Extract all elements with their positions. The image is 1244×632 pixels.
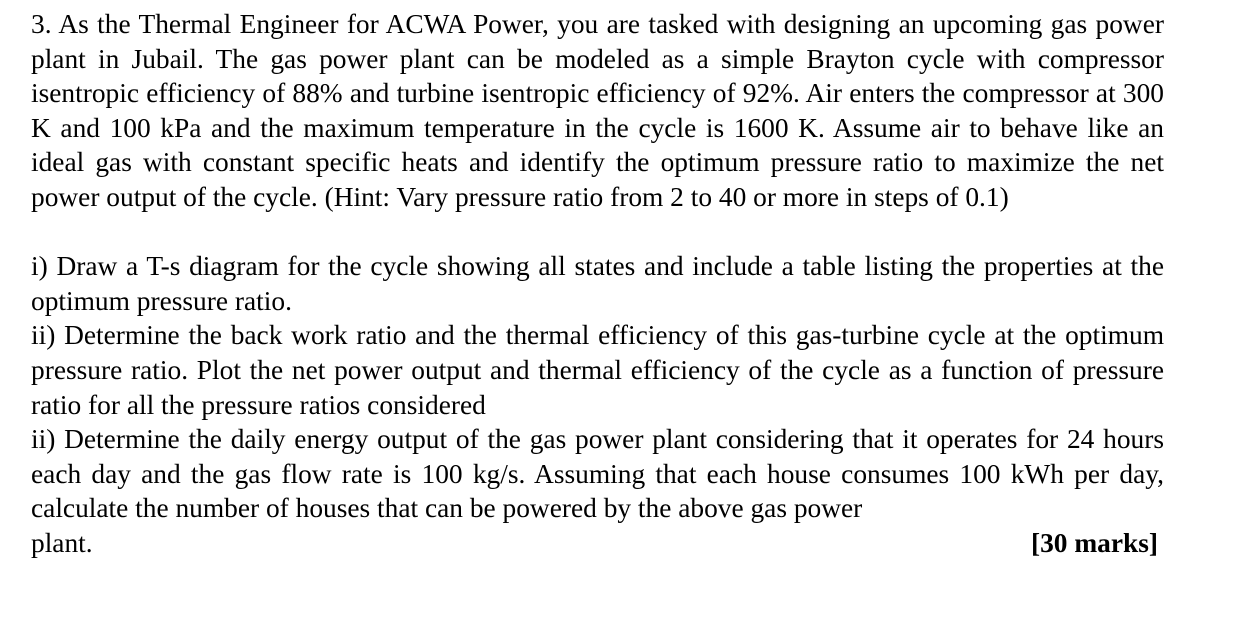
part-iii-end-text: plant. xyxy=(31,527,93,558)
part-i-text: i) Draw a T-s diagram for the cycle showing all states and include a table listing the properties at the optimum pressure ratio. xyxy=(31,251,1164,316)
question-intro: 3. As the Thermal Engineer for ACWA Power, you are tasked with designing an upcoming gas power plant in Jubail. The gas power plant can be modeled as a simple Brayton cycle with compressor isentropic efficiency of 88% and turbine isentropic efficiency of 92%. Air enters the compressor at 300 K and 100 kPa and the maximum temperature in the cycle is 1600 K. Assume air to behave like an ideal gas with constant specific heats and identify the optimum pressure ratio to maximize the net power output of the cycle. (Hint: Vary pressure ratio from 2 to 40 or more in steps of 0.1) xyxy=(31,9,1164,212)
part-iii-text: ii) Determine the daily energy output of the gas power plant considering that it operates for 24 hours each day and the gas flow rate is 100 kg/s. Assuming that each house consumes 100 kWh per day, calculate the number of houses that can be powered by the above gas power xyxy=(31,424,1164,524)
marks-label: [30 marks] xyxy=(1030,527,1158,558)
part-ii-text: ii) Determine the back work ratio and the thermal efficiency of this gas-turbine cycle at the optimum pressure ratio. Plot the net power output and thermal efficiency of the cycle as a function of pressure ratio for all the pressure ratios considered xyxy=(31,320,1164,420)
paragraph-gap xyxy=(31,215,1164,250)
final-line xyxy=(31,526,1164,561)
question-document xyxy=(31,7,1164,561)
